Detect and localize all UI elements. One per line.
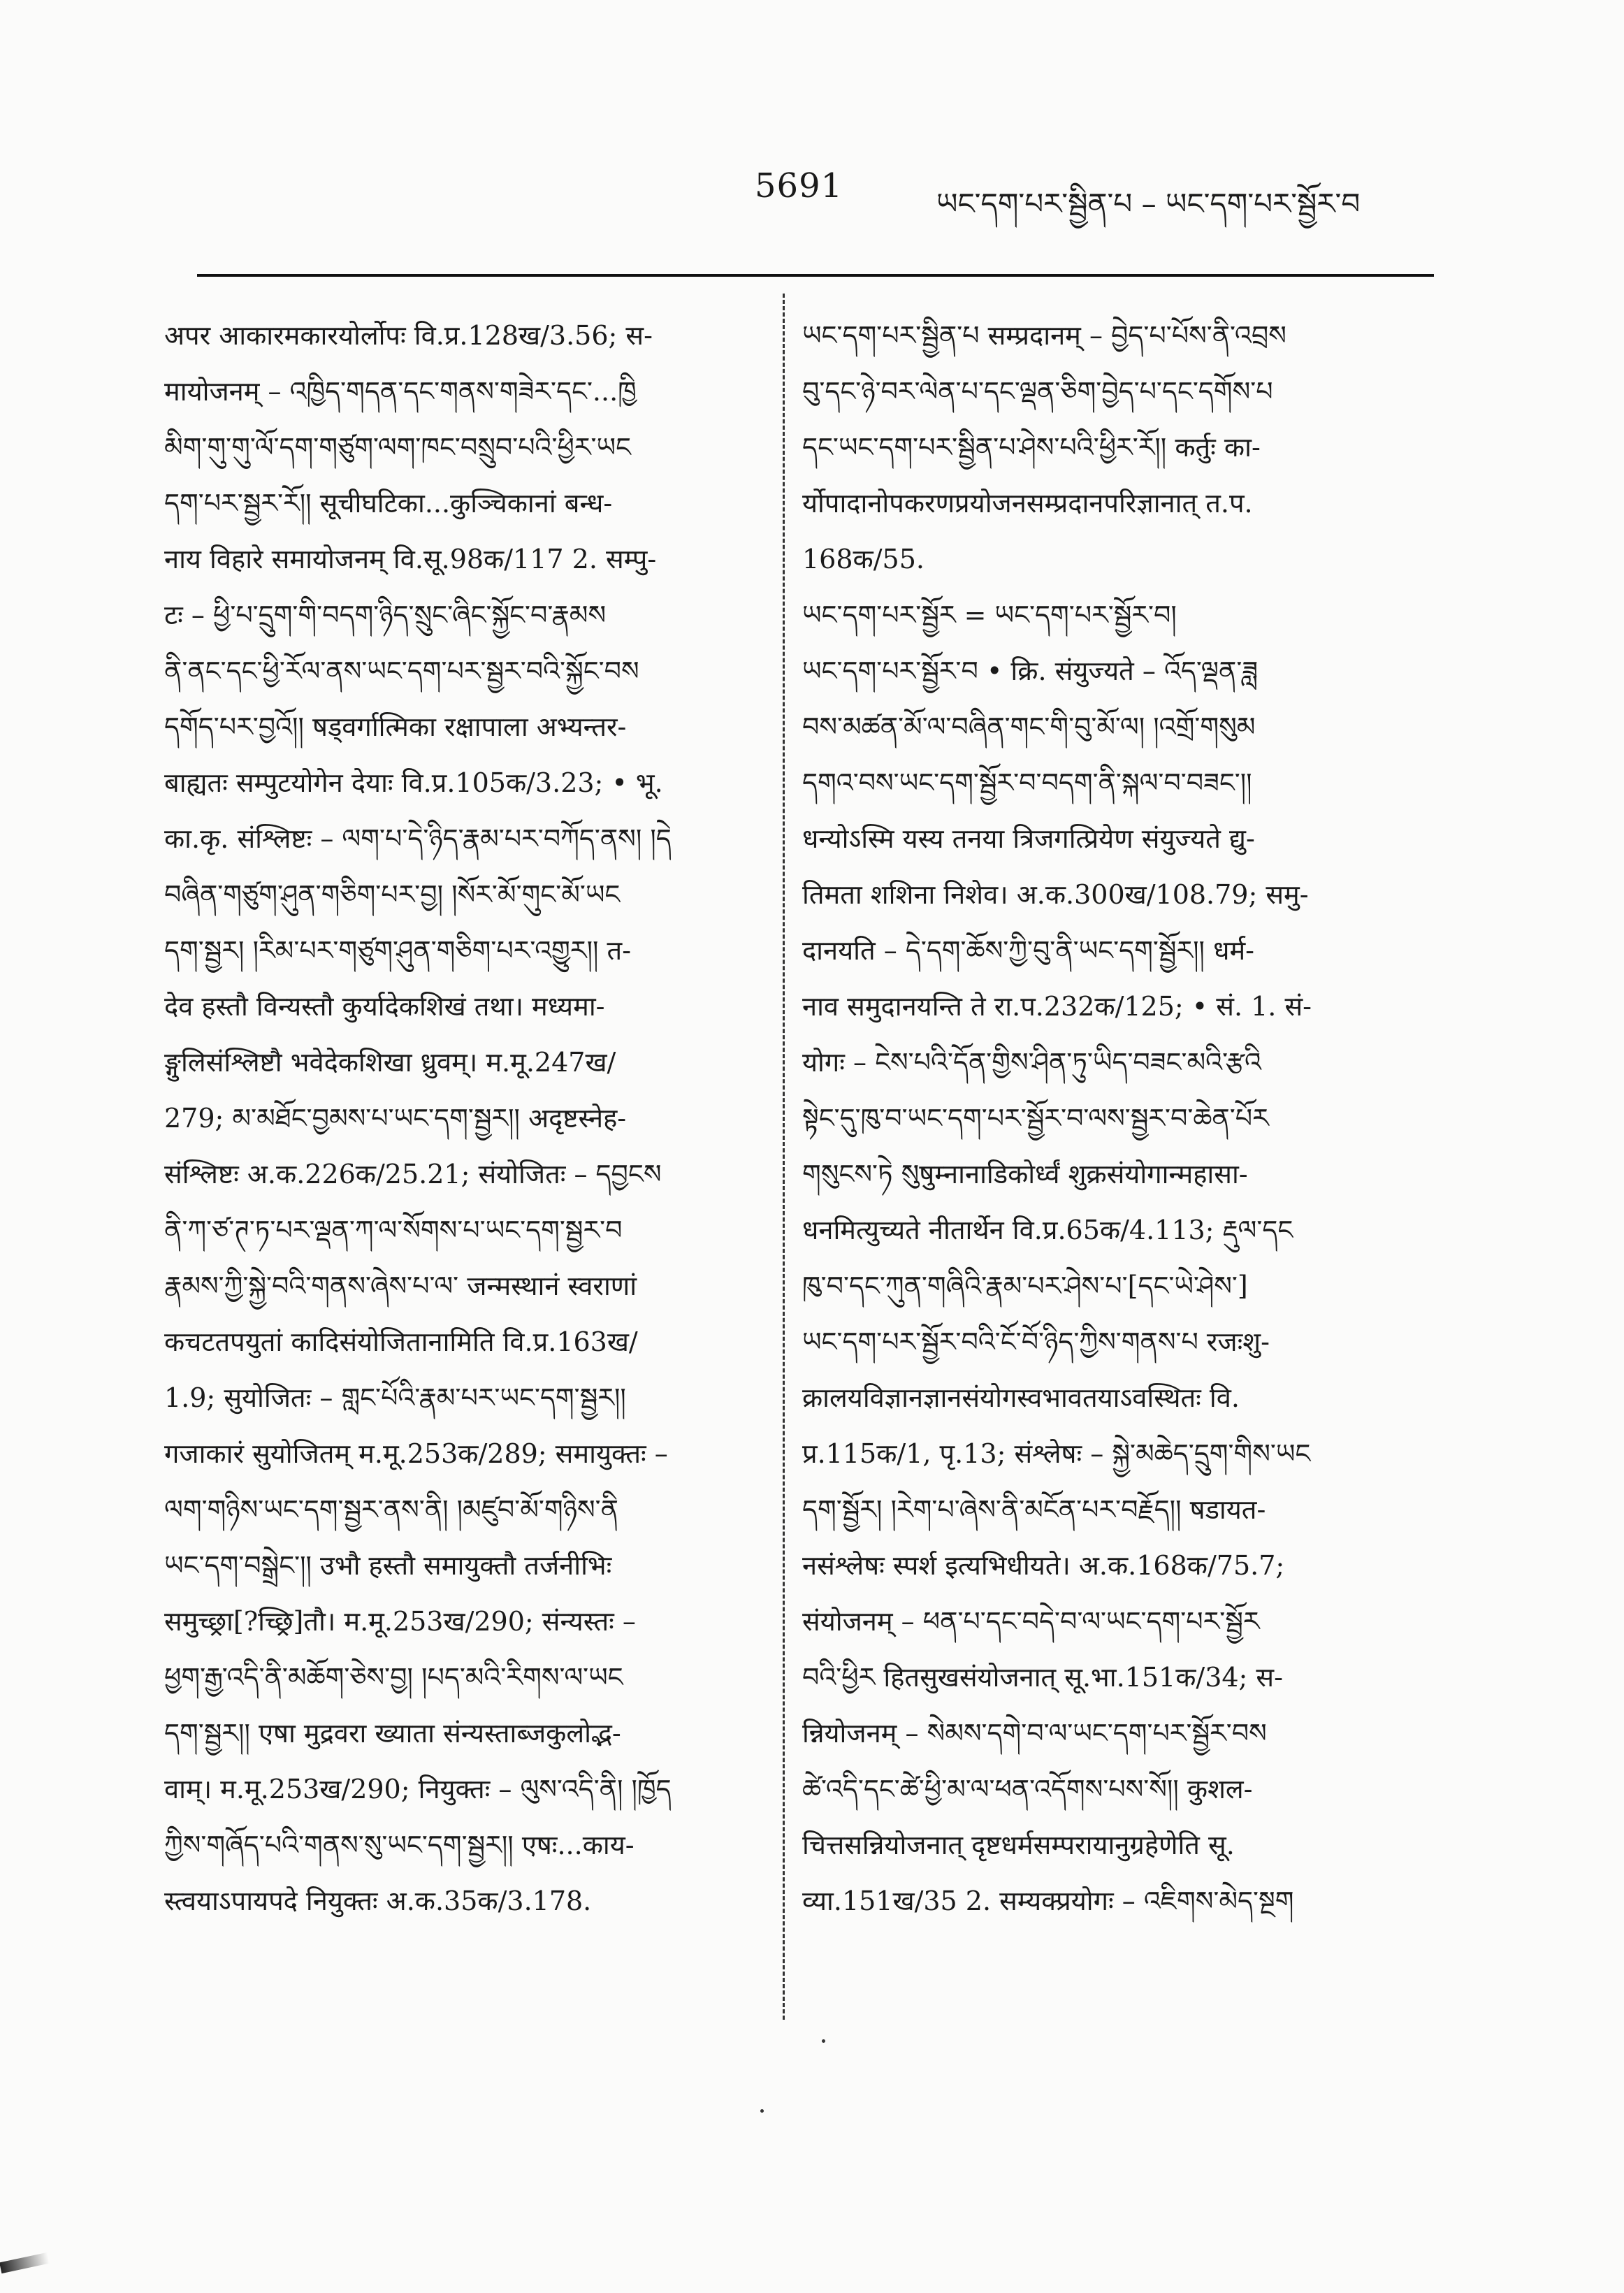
text-line: ཡང་དག་པར་སྦྱིན་པ सम्प्रदानम् – བྱེད་པ་པོས་ནི་འབྲས (802, 320, 1286, 351)
text-line: र्योपादानोपकरणप्रयोजनसम्प्रदानपरिज्ञानात् त.प. (802, 488, 1253, 519)
text-line: स्त्वयाऽपायपदे नियुक्तः अ.क.35क/3.178. (164, 1886, 592, 1916)
page-number: 5691 (755, 166, 843, 205)
text-line: རྣམས་ཀྱི་སྐྱེ་བའི་གནས་ཞེས་པ་ལ་ जन्मस्थानं स्वराणां (164, 1271, 637, 1301)
text-line: ནི་ཀ་ཙ་ཊ་ཏ་པར་ལྡན་ཀ་ལ་སོགས་པ་ཡང་དག་སྦྱར་བ (164, 1215, 623, 1245)
text-line: नसंश्लेषः स्पर्श इत्यभिधीयते। अ.क.168क/75.7; (802, 1550, 1285, 1581)
text-line: ཀྱིས་གཞོད་པའི་གནས་སུ་ཡང་དག་སྦྱར།། एषः...काय- (164, 1830, 635, 1860)
text-line: ཡང་དག་པར་སྦྱོར་བ • क्रि. संयुज्यते – འོད་ལྡན་ཟླ (802, 656, 1259, 686)
text-line: མིག་གུ་གུ་ལོ་དག་གཙུག་ལག་ཁང་བསྲུབ་པའི་ཕྱིར་ཡང (164, 432, 631, 463)
text-line: न्नियोजनम् – སེམས་དགེ་བ་ལ་ཡང་དག་པར་སྦྱོར་བས (802, 1718, 1267, 1749)
text-line: 279; མ་མཐོང་བྱམས་པ་ཡང་དག་སྦྱར།། अदृष्टस्नेह- (164, 1103, 627, 1134)
text-line: 168क/55. (802, 544, 925, 574)
text-line: का.कृ. संश्लिष्टः – ལག་པ་དེ་ཉིད་རྣམ་པར་བཀོད་ནས། །དེ (164, 823, 672, 854)
scan-mark (0, 2252, 50, 2273)
text-line: དག་པར་སྦྱར་རོ།། सूचीघटिका...कुञ्चिकानां बन्ध- (164, 488, 613, 519)
scan-dot (822, 2039, 825, 2043)
running-head: ཡང་དག་པར་སྦྱིན་པ – ཡང་དག་པར་སྦྱོར་བ (936, 187, 1361, 221)
text-line: प्र.115क/1, पृ.13; संश्लेषः – སྐྱེ་མཆེད་དྲུག་གིས་ཡང (802, 1438, 1311, 1469)
text-line: བས་མཚན་མོ་ལ་བཞིན་གང་གི་བུ་མོ་ལ། །འགྲོ་གསུམ (802, 711, 1256, 742)
text-line: वाम्। म.मू.253ख/290; नियुक्तः – ལུས་འདི་ནི། །ཁྱོད (164, 1774, 672, 1804)
text-line: बाह्यतः सम्पुटयोगेन देयाः वि.प्र.105क/3.23; • भू. (164, 767, 663, 798)
column-divider (783, 294, 787, 2020)
text-line: ཕྱག་རྒྱ་འདི་ནི་མཆོག་ཅེས་བྱ། །པད་མའི་རིགས་ལ་ཡང (164, 1662, 623, 1693)
right-column (802, 308, 1424, 1929)
text-line: ཁུ་བ་དང་ཀུན་གཞིའི་རྣམ་པར་ཤེས་པ་[དང་ཡེ་ཤེས་] (802, 1271, 1248, 1301)
text-line: བའི་ཕྱིར हितसुखसंयोजनात् सू.भा.151क/34; स- (802, 1662, 1283, 1693)
text-line: व्या.151ख/35 2. सम्यक्प्रयोगः – འཇིགས་མེད་སྔག (802, 1886, 1294, 1916)
text-line: कचटतपयुतां कादिसंयोजितानामिति वि.प्र.163ख/ (164, 1326, 638, 1357)
text-line: དག་སྦྱོར། །རེག་པ་ཞེས་ནི་མངོན་པར་བརྗོད།། षडायत- (802, 1494, 1266, 1525)
text-line: धनमित्युच्यते नीतार्थेन वि.प्र.65क/4.113; རྡུལ་དང (802, 1215, 1293, 1245)
text-line: གསུངས་ཏེ སུषुम्नानाडिकोर्ध्वं शुक्रसंयोगान्महासा- (802, 1159, 1248, 1189)
header-rule (197, 274, 1434, 277)
text-line: गजाकारं सुयोजितम् म.मू.253क/289; समायुक्तः – (164, 1438, 668, 1469)
text-line: दानयति – དེ་དག་ཆོས་ཀྱི་བུ་ནི་ཡང་དག་སྦྱོར།། धर्म- (802, 935, 1255, 966)
text-line: संयोजनम् – ཕན་པ་དང་བདེ་བ་ལ་ཡང་དག་པར་སྦྱོར (802, 1606, 1260, 1637)
left-column (164, 308, 758, 1929)
text-line: समुच्छ्रा[?च्छ्रि]तौ। म.मू.253ख/290; संन्यस्तः – (164, 1606, 636, 1637)
text-line: ཡང་དག་པར་སྦྱོར = ཡང་དག་པར་སྦྱོར་བ། (802, 600, 1177, 630)
text-line: चित्तसन्नियोजनात् दृष्टधर्मसम्परायानुग्रहेणेति सू. (802, 1830, 1235, 1860)
text-line: དགོད་པར་བྱའོ།། षड्वर्गात्मिका रक्षापाला अभ्यन्तर- (164, 711, 627, 742)
text-line: ལག་གཉིས་ཡང་དག་སྦྱར་ནས་ནི། །མཛུབ་མོ་གཉིས་ནི (164, 1494, 618, 1525)
text-line: 1.9; सुयोजितः – གླང་པོའི་རྣམ་པར་ཡང་དག་སྦྱར།། (164, 1382, 626, 1413)
text-line: ཚེ་འདི་དང་ཚེ་ཕྱི་མ་ལ་ཕན་འདོགས་པས་སོ།། कुशल- (802, 1774, 1253, 1804)
text-line: དག་སྦྱར། །རིམ་པར་གཙུག་ཤུན་གཅིག་པར་འགྱུར།། त- (164, 935, 632, 966)
text-line: मायोजनम् – འཁྱིད་གདན་དང་གནས་གཟེར་དང་...ཁྱི (164, 376, 637, 407)
text-line: क्रालयविज्ञानज्ञानसंयोगस्वभावतयाऽवस्थितः वि. (802, 1382, 1240, 1413)
scan-dot (760, 2109, 764, 2113)
text-line: नाय विहारे समायोजनम् वि.सू.98क/117 2. सम्पु- (164, 544, 657, 574)
text-line: नाव समुदानयन्ति ते रा.प.232क/125; • सं. 1. सं- (802, 991, 1312, 1022)
text-line: ङ्गुलिसंश्लिष्टौ भवेदेकशिखा ध्रुवम्। म.मू.247ख/ (164, 1047, 616, 1078)
text-line: བུ་དང་ཉེ་བར་ལེན་པ་དང་ལྡན་ཅིག་བྱེད་པ་དང་དགོས་པ (802, 376, 1273, 407)
text-line: संश्लिष्टः अ.क.226क/25.21; संयोजितः – དབྱངས (164, 1159, 662, 1189)
text-line: སྟེང་དུ་ཁུ་བ་ཡང་དག་པར་སྦྱོར་བ་ལས་སྦྱར་བ་ཆེན་པོར (802, 1103, 1269, 1134)
text-line: དག་སྦྱར།། एषा मुद्रवरा ख्याता संन्यस्ताब्जकुलोद्भ- (164, 1718, 621, 1749)
text-line: ནི་ནང་དང་ཕྱི་རོལ་ནས་ཡང་དག་པར་སྦྱར་བའི་སྐྱོང་བས (164, 656, 639, 686)
text-line: देव हस्तौ विन्यस्तौ कुर्यादेकशिखं तथा। मध्यमा- (164, 991, 605, 1022)
text-line: དགའ་བས་ཡང་དག་སྦྱོར་བ་བདག་ནི་སྐལ་བ་བཟང་།། (802, 767, 1252, 798)
text-line: अपर आकारमकारयोर्लोपः वि.प्र.128ख/3.56; स- (164, 320, 653, 351)
text-line: योगः – ངེས་པའི་དོན་གྱིས་ཤིན་ཏུ་ཡིད་བཟང་མའི་རྩའི (802, 1047, 1261, 1078)
text-line: དང་ཡང་དག་པར་སྦྱིན་པ་ཤེས་པའི་ཕྱིར་རོ།། कर्तुः का- (802, 432, 1261, 463)
text-line: तिमता शशिना निशेव। अ.क.300ख/108.79; समु- (802, 879, 1309, 910)
text-line: ཡང་དག་པར་སྦྱོར་བའི་ངོ་བོ་ཉིད་ཀྱིས་གནས་པ रजःशु- (802, 1326, 1270, 1357)
text-line: धन्योऽस्मि यस्य तनया त्रिजगत्प्रियेण संयुज्यते द्यु- (802, 823, 1255, 854)
text-line: ཡང་དག་བསྒྲེང་།། उभौ हस्तौ समायुक्तौ तर्जनीभिः (164, 1550, 612, 1581)
text-line: བཞིན་གཙུག་ཤུན་གཅིག་པར་བྱ། །སོར་མོ་གུང་མོ་ཡང (164, 879, 621, 910)
text-line: टः – ཕྱི་པ་དྲུག་གི་བདག་ཉིད་སྲུང་ཞིང་སྐྱོང་བ་རྣམས (164, 600, 607, 630)
